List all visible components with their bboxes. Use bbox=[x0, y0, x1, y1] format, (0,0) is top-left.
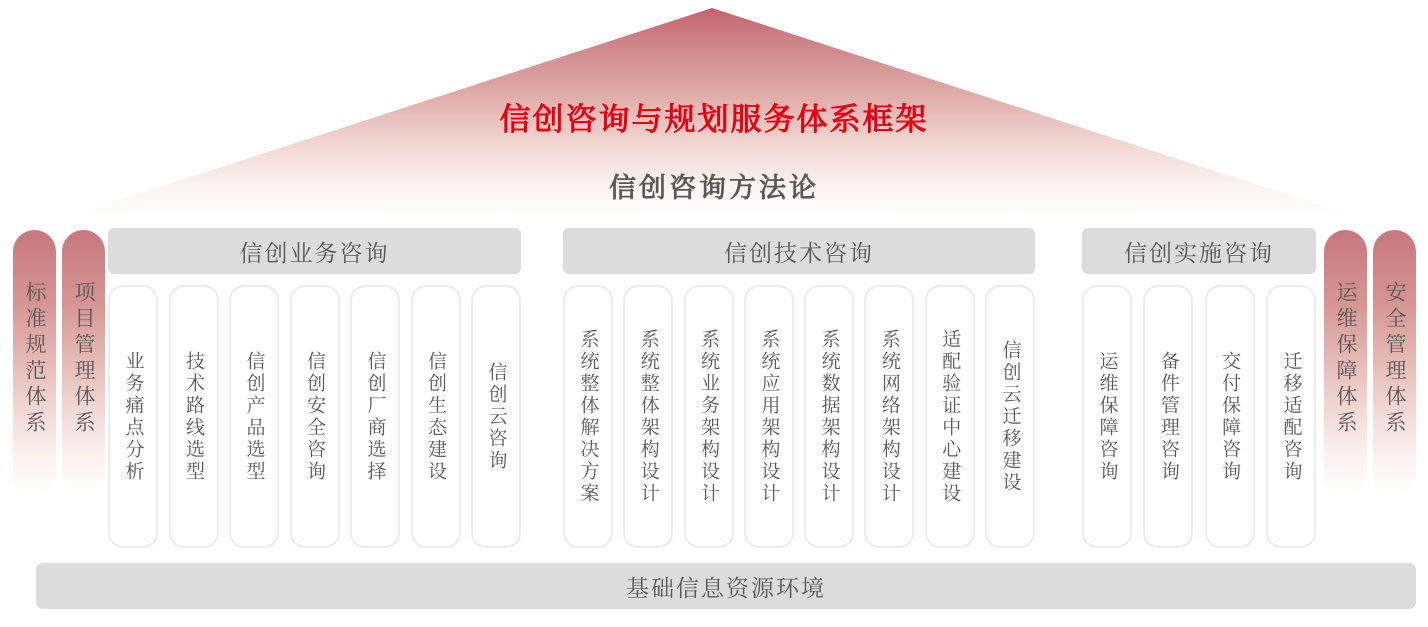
section-technical-consulting bbox=[563, 228, 1035, 548]
pillar-operations-support-system bbox=[1324, 230, 1367, 496]
column-pill bbox=[1205, 285, 1255, 548]
column-pill bbox=[563, 285, 613, 548]
column-pill bbox=[411, 285, 461, 548]
section-header: 信创实施咨询 bbox=[1082, 228, 1316, 274]
pill-label: 备件管理咨询 bbox=[1157, 350, 1179, 483]
pillar-security-management-system bbox=[1373, 230, 1416, 496]
pill-label: 系统网络架构设计 bbox=[878, 328, 900, 505]
column-pill bbox=[1082, 285, 1132, 548]
base-environment-bar: 基础信息资源环境 bbox=[36, 563, 1416, 609]
section-business-consulting bbox=[108, 228, 521, 548]
column-pill bbox=[623, 285, 673, 548]
column-pill bbox=[1266, 285, 1316, 548]
pillar-project-management-system bbox=[62, 230, 105, 496]
pill-label: 迁移适配咨询 bbox=[1280, 350, 1302, 483]
pillar-standards-system bbox=[13, 230, 56, 496]
column-pill bbox=[925, 285, 975, 548]
pill-row bbox=[563, 285, 1035, 548]
column-pill bbox=[804, 285, 854, 548]
pill-label: 信创安全咨询 bbox=[304, 350, 325, 483]
pill-label: 系统业务架构设计 bbox=[698, 328, 720, 505]
column-pill bbox=[684, 285, 734, 548]
pill-label: 系统整体架构设计 bbox=[637, 328, 659, 505]
column-pill bbox=[108, 285, 158, 548]
pill-label: 运维保障咨询 bbox=[1096, 350, 1118, 483]
pill-label: 交付保障咨询 bbox=[1219, 350, 1241, 483]
pill-label: 信创厂商选择 bbox=[364, 350, 386, 483]
column-pill bbox=[864, 285, 914, 548]
methodology-title: 信创咨询方法论 bbox=[609, 173, 819, 203]
pill-label: 信创云迁移建设 bbox=[999, 339, 1021, 494]
column-pill bbox=[471, 285, 521, 548]
pill-label: 信创产品选型 bbox=[243, 350, 265, 483]
pill-label: 系统数据架构设计 bbox=[818, 328, 840, 505]
section-implementation-consulting bbox=[1082, 228, 1316, 548]
column-pill bbox=[290, 285, 340, 548]
pill-label: 信创云咨询 bbox=[485, 361, 507, 472]
pill-row bbox=[1082, 285, 1316, 548]
pillar-label: 安全管理体系 bbox=[1383, 281, 1406, 437]
pill-label: 系统应用架构设计 bbox=[758, 328, 780, 505]
column-pill bbox=[350, 285, 400, 548]
pillar-label: 标准规范体系 bbox=[23, 281, 46, 437]
pillar-label: 项目管理体系 bbox=[72, 281, 95, 437]
pill-label: 信创生态建设 bbox=[425, 350, 446, 483]
pill-label: 系统整体解决方案 bbox=[577, 328, 599, 505]
pill-label: 业务痛点分析 bbox=[122, 350, 144, 483]
column-pill bbox=[229, 285, 279, 548]
page-title: 信创咨询与规划服务体系框架 bbox=[499, 102, 929, 137]
pillar-label: 运维保障体系 bbox=[1334, 281, 1357, 437]
column-pill bbox=[1143, 285, 1193, 548]
pill-label: 适配验证中心建设 bbox=[939, 328, 961, 505]
column-pill bbox=[985, 285, 1035, 548]
section-header: 信创业务咨询 bbox=[108, 228, 521, 274]
column-pill bbox=[744, 285, 794, 548]
section-header: 信创技术咨询 bbox=[563, 228, 1035, 274]
column-pill bbox=[169, 285, 219, 548]
pill-label: 技术路线选型 bbox=[183, 350, 204, 483]
pill-row bbox=[108, 285, 521, 548]
